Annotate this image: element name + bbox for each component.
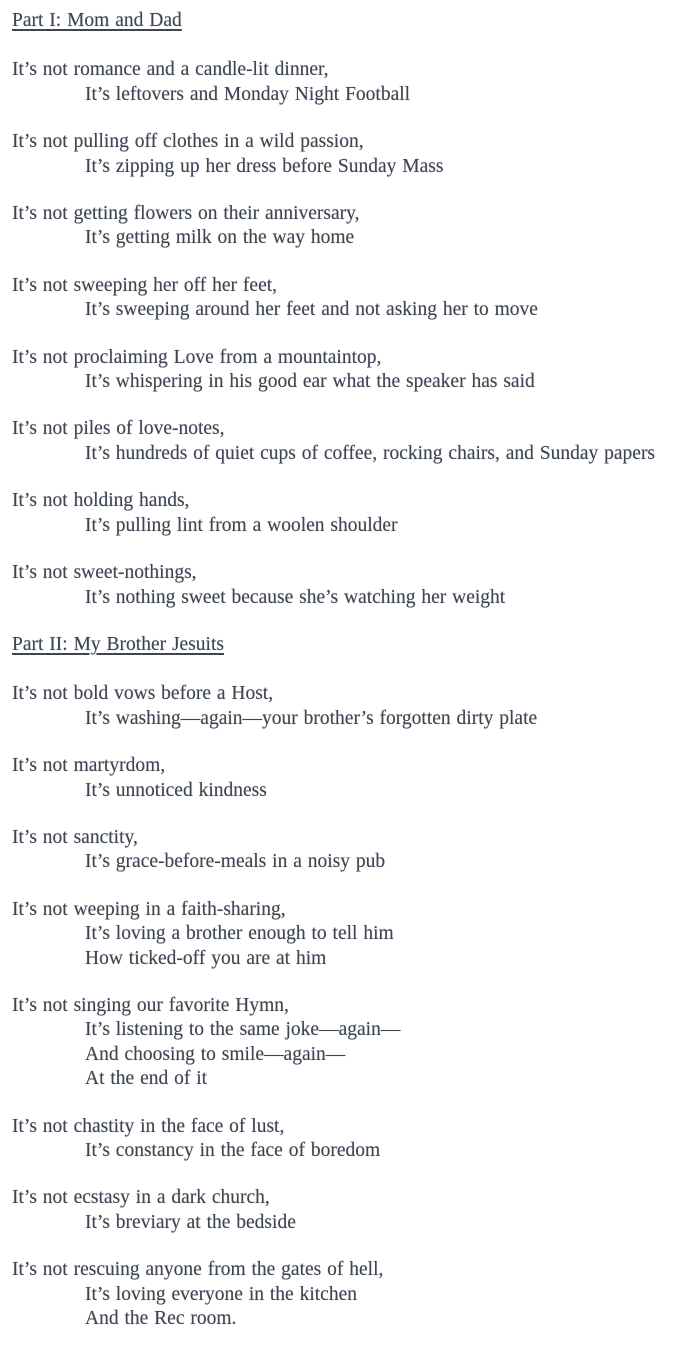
stanza [12, 1186, 688, 1235]
stanza [12, 561, 688, 610]
poem-line: It’s leftovers and Monday Night Football [85, 83, 411, 105]
poem-line: It’s not bold vows before a Host, [12, 683, 274, 705]
poem-line: It’s whispering in his good ear what the speaker has said [85, 371, 535, 393]
poem-line: It’s breviary at the bedside [85, 1211, 296, 1233]
stanza [12, 682, 688, 731]
stanza [12, 489, 688, 538]
poem-line: It’s not martyrdom, [12, 755, 166, 777]
stanza [12, 1115, 688, 1164]
poem-body [12, 9, 688, 1331]
poem-line: It’s constancy in the face of boredom [85, 1140, 381, 1161]
poem-line: It’s not holding hands, [12, 490, 190, 512]
stanza [12, 994, 688, 1092]
poem-line: It’s loving a brother enough to tell him [85, 923, 394, 945]
poem-line: It’s not proclaiming Love from a mountaintop, [12, 346, 382, 368]
stanza [12, 130, 688, 179]
poem-line: It’s not romance and a candle-lit dinner, [12, 59, 329, 81]
stanza [12, 1258, 688, 1331]
poem-part [12, 9, 688, 610]
stanza [12, 346, 688, 395]
poem-line: It’s hundreds of quiet cups of coffee, rocking chairs, and Sunday papers [85, 442, 656, 464]
part-heading: Part I: Mom and Dad [12, 10, 182, 31]
poem-line: It’s not sweet-nothings, [12, 562, 197, 584]
poem-line: It’s nothing sweet because she’s watching her weight [85, 586, 506, 608]
poem-line: It’s not weeping in a faith-sharing, [12, 898, 286, 920]
poem-line: It’s washing—again—your brother’s forgotten dirty plate [85, 707, 538, 729]
poem-line: It’s not ecstasy in a dark church, [12, 1187, 270, 1209]
stanza [12, 202, 688, 251]
poem-line: It’s zipping up her dress before Sunday Mass [85, 155, 444, 177]
stanza [12, 417, 688, 466]
poem-line: It’s not sweeping her off her feet, [12, 274, 278, 296]
poem-line: And choosing to smile—again— [85, 1043, 346, 1065]
stanza [12, 826, 688, 875]
poem-part [12, 633, 688, 1332]
poem-line: It’s pulling lint from a woolen shoulder [85, 514, 398, 536]
poem-line: It’s not getting flowers on their anniversary, [12, 203, 360, 225]
stanza [12, 58, 688, 107]
poem-line: It’s not sanctity, [12, 826, 138, 848]
stanza [12, 274, 688, 323]
poem-line: It’s unnoticed kindness [85, 779, 267, 801]
poem-line: It’s listening to the same joke—again— [85, 1019, 401, 1041]
poem-line: It’s grace-before-meals in a noisy pub [85, 851, 386, 873]
poem-line: It’s not piles of love-notes, [12, 418, 225, 440]
stanza [12, 754, 688, 803]
poem-line: How ticked-off you are at him [85, 947, 327, 969]
poem-line: And the Rec room. [85, 1308, 237, 1330]
poem-line: It’s getting milk on the way home [85, 227, 355, 249]
poem-line: It’s not rescuing anyone from the gates of hell, [12, 1259, 384, 1281]
poem-line: It’s sweeping around her feet and not asking her to move [85, 299, 538, 321]
poem-line: It’s loving everyone in the kitchen [85, 1283, 357, 1305]
poem-line: At the end of it [85, 1068, 208, 1090]
poem-line: It’s not pulling off clothes in a wild passion, [12, 131, 364, 153]
poem-line: It’s not chastity in the face of lust, [12, 1115, 285, 1137]
poem-line: It’s not singing our favorite Hymn, [12, 994, 289, 1016]
part-heading: Part II: My Brother Jesuits [12, 633, 224, 655]
stanza [12, 898, 688, 971]
